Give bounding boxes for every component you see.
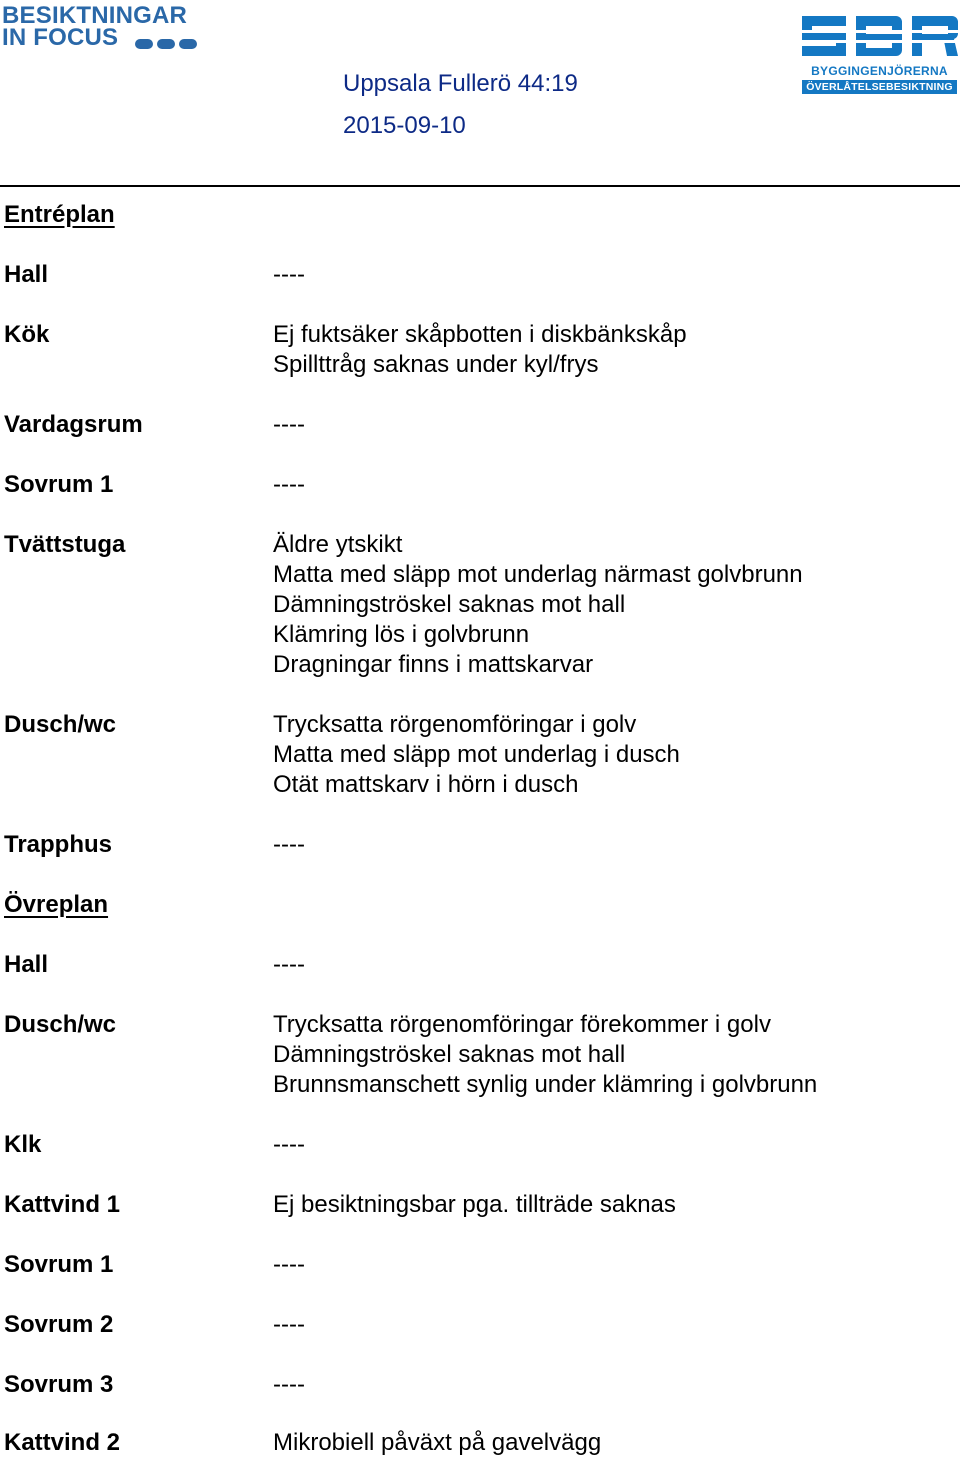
room-notes <box>273 1010 817 1100</box>
besiktningar-in-focus-logo <box>2 2 207 80</box>
room-note: Matta med släpp mot underlag i dusch <box>273 741 680 768</box>
room-notes <box>273 410 305 440</box>
room-note: Trycksatta rörgenomföringar förekommer i golv <box>273 1011 771 1038</box>
room-notes <box>273 470 305 500</box>
room-note: ---- <box>273 1251 305 1278</box>
section-heading-entreplan: Entréplan <box>4 201 115 228</box>
room-note: ---- <box>273 261 305 288</box>
room-note: ---- <box>273 1131 305 1158</box>
section-heading-ovreplan: Övreplan <box>4 891 109 918</box>
room-name: Dusch/wc <box>4 711 117 738</box>
logo-dots-icon <box>135 36 201 54</box>
room-note: ---- <box>273 1311 305 1338</box>
room-note: ---- <box>273 411 305 438</box>
logo-line-2: IN FOCUS <box>2 24 119 51</box>
room-note: ---- <box>273 951 305 978</box>
room-notes <box>273 710 680 800</box>
room-notes <box>273 830 305 860</box>
room-name: Hall <box>4 951 49 978</box>
room-note: ---- <box>273 831 305 858</box>
room-name: Kattvind 2 <box>4 1429 121 1456</box>
room-notes <box>273 1310 305 1340</box>
room-notes <box>273 1190 676 1220</box>
document-title: Uppsala Fullerö 44:19 <box>343 70 578 97</box>
room-note: Dämningströskel saknas mot hall <box>273 591 626 618</box>
room-note: Ej besiktningsbar pga. tillträde saknas <box>273 1191 676 1218</box>
room-note: Dragningar finns i mattskarvar <box>273 651 594 678</box>
room-name: Dusch/wc <box>4 1011 117 1038</box>
room-name: Kattvind 1 <box>4 1191 121 1218</box>
room-name: Kök <box>4 321 50 348</box>
sbr-logo <box>800 10 960 95</box>
room-note: Otät mattskarv i hörn i dusch <box>273 771 579 798</box>
room-note: Matta med släpp mot underlag närmast golvbrunn <box>273 561 803 588</box>
room-note: ---- <box>273 471 305 498</box>
room-notes <box>273 1130 305 1160</box>
room-notes <box>273 950 305 980</box>
logo-line-1: BESIKTNINGAR <box>2 2 188 29</box>
room-note: ---- <box>273 1371 305 1398</box>
room-note: Klämring lös i golvbrunn <box>273 621 530 648</box>
sbr-logo-line-1: BYGGINGENJÖRERNA <box>811 64 948 78</box>
room-name: Sovrum 2 <box>4 1311 114 1338</box>
logo-reflection <box>2 54 207 82</box>
room-name: Hall <box>4 261 49 288</box>
room-notes <box>273 1250 305 1280</box>
room-name: Trapphus <box>4 831 113 858</box>
room-notes <box>273 530 803 680</box>
room-name: Sovrum 3 <box>4 1371 114 1398</box>
room-note: Dämningströskel saknas mot hall <box>273 1041 626 1068</box>
room-name: Sovrum 1 <box>4 1251 114 1278</box>
document-date: 2015-09-10 <box>343 112 466 139</box>
room-note: Trycksatta rörgenomföringar i golv <box>273 711 637 738</box>
room-notes <box>273 320 687 380</box>
room-name: Sovrum 1 <box>4 471 114 498</box>
sbr-logo-line-2: ÖVERLÅTELSEBESIKTNING <box>802 80 957 94</box>
header-divider <box>0 185 960 187</box>
room-name: Vardagsrum <box>4 411 143 438</box>
room-notes <box>273 260 305 290</box>
room-note: Spillttråg saknas under kyl/frys <box>273 351 599 378</box>
room-note: Ej fuktsäker skåpbotten i diskbänkskåp <box>273 321 687 348</box>
room-note: Äldre ytskikt <box>273 531 403 558</box>
room-notes <box>273 1370 305 1400</box>
room-name: Klk <box>4 1131 42 1158</box>
room-note: Mikrobiell påväxt på gavelvägg <box>273 1429 602 1456</box>
sbr-letters-icon <box>800 10 960 62</box>
room-name: Tvättstuga <box>4 531 126 558</box>
room-note: Brunnsmanschett synlig under klämring i golvbrunn <box>273 1071 818 1098</box>
room-notes <box>273 1428 601 1458</box>
